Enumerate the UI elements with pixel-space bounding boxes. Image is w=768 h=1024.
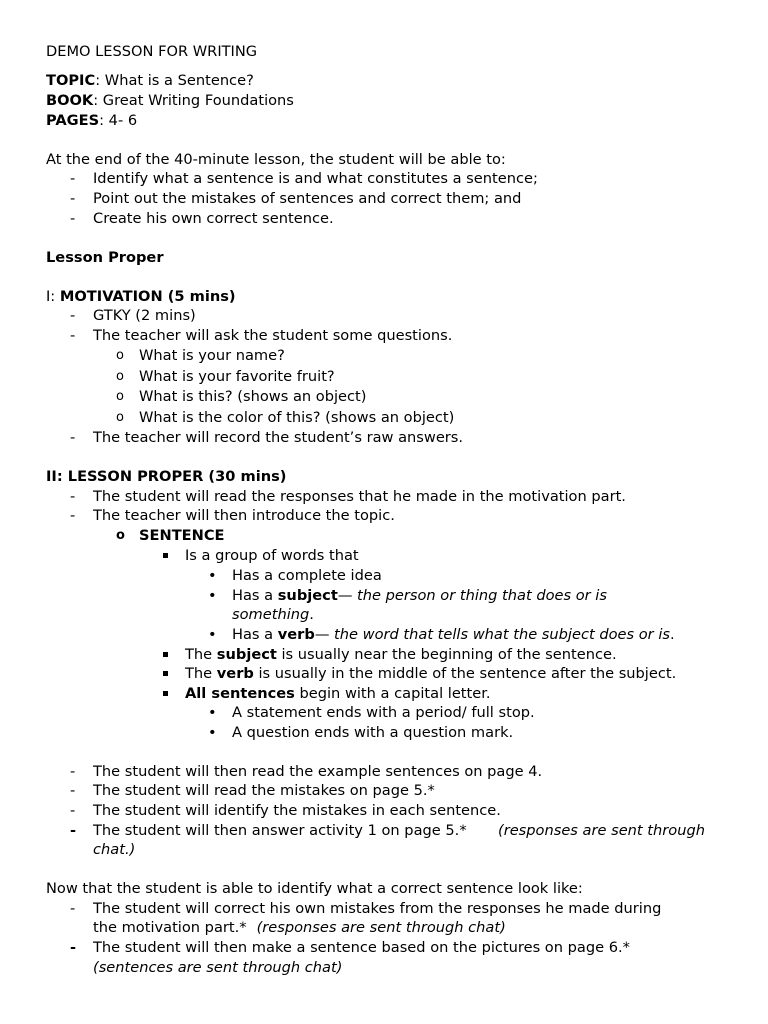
closing-item2-note: (sentences are sent through chat) — [93, 959, 343, 976]
subj-rest: is usually near the beginning of the sentence. — [276, 646, 617, 663]
dash-marker: - — [70, 507, 76, 524]
definition-item-subject — [232, 586, 607, 605]
motivation-prefix: I: — [46, 288, 60, 305]
definition-item-subject-cont — [232, 605, 314, 624]
activity-item: The student will then answer activity 1 on page 5.* — [93, 822, 467, 839]
pages-value: : 4- 6 — [99, 112, 138, 129]
verb-pre: The — [185, 665, 217, 682]
book-label: BOOK — [46, 92, 94, 109]
activity-item: The student will then read the example sentences on page 4. — [93, 763, 543, 780]
square-bullet — [163, 691, 168, 696]
dash-marker: - — [70, 822, 77, 839]
def2-italic-cont: something — [232, 606, 310, 623]
activity-note: (responses are sent through — [498, 822, 705, 839]
proper-item: The student will read the responses that he made in the motivation part. — [93, 488, 626, 505]
bullet-marker: • — [208, 704, 217, 721]
bullet-marker: • — [208, 724, 217, 741]
activity-note-cont: chat.) — [93, 841, 136, 858]
closing-item: The student will correct his own mistakes from the responses he made during — [93, 900, 662, 917]
objectives-intro: At the end of the 40-minute lesson, the student will be able to: — [46, 151, 506, 168]
bullet-marker: • — [208, 587, 217, 604]
question-rule: A question ends with a question mark. — [232, 724, 514, 741]
question-item: What is your name? — [139, 347, 285, 364]
dash-marker: - — [70, 782, 76, 799]
bullet-marker: • — [208, 626, 217, 643]
closing-item: The student will then make a sentence based on the pictures on page 6.* — [93, 939, 630, 956]
capital-rule — [185, 684, 491, 703]
dash-marker: - — [70, 900, 76, 917]
def2-bold: subject — [277, 587, 338, 604]
proper-item: The teacher will then introduce the topic. — [93, 507, 395, 524]
closing-item1-b: the motivation part.* — [93, 919, 247, 936]
verb-rule — [185, 664, 676, 683]
motivation-item: GTKY (2 mins) — [93, 307, 196, 324]
bullet-marker: • — [208, 567, 217, 584]
definition-item: Has a complete idea — [232, 567, 382, 584]
question-item: What is this? (shows an object) — [139, 388, 367, 405]
dash-marker: - — [70, 210, 76, 227]
book-value: : Great Writing Foundations — [93, 92, 294, 109]
motivation-title: MOTIVATION (5 mins) — [59, 288, 236, 305]
dash-marker: - — [70, 307, 76, 324]
verb-bold: verb — [216, 665, 254, 682]
def3-pre: Has a — [232, 626, 278, 643]
pages-line — [46, 111, 137, 130]
definition-item-verb — [232, 625, 675, 644]
topic-line — [46, 71, 254, 90]
subject-rule — [185, 645, 617, 664]
objective-item: Point out the mistakes of sentences and correct them; and — [93, 190, 522, 207]
dash-marker: - — [70, 939, 77, 956]
def3-end: . — [669, 626, 675, 643]
lesson-proper-heading: Lesson Proper — [46, 249, 164, 266]
question-item: What is the color of this? (shows an object) — [139, 409, 455, 426]
motivation-item: The teacher will record the student’s raw answers. — [93, 429, 464, 446]
all-rest: begin with a capital letter. — [294, 685, 491, 702]
closing-item1-note: (responses are sent through chat) — [256, 919, 506, 936]
def2-dash: — — [337, 587, 358, 604]
sentence-heading: SENTENCE — [139, 527, 225, 544]
topic-label: TOPIC — [46, 72, 96, 89]
square-bullet — [163, 671, 168, 676]
dash-marker: - — [70, 488, 76, 505]
question-item: What is your favorite fruit? — [139, 368, 335, 385]
dash-marker: - — [70, 190, 76, 207]
def2-end: . — [309, 606, 314, 623]
circle-marker: o — [116, 528, 125, 543]
book-line — [46, 91, 294, 110]
dash-marker: - — [70, 327, 76, 344]
activity-item: The student will identify the mistakes in each sentence. — [93, 802, 501, 819]
closing-item-cont — [93, 918, 506, 937]
all-bold: All sentences — [185, 685, 295, 702]
motivation-item: The teacher will ask the student some questions. — [93, 327, 453, 344]
verb-rest: is usually in the middle of the sentence after the subject. — [253, 665, 677, 682]
lesson-proper-section-heading: II: LESSON PROPER (30 mins) — [46, 468, 287, 485]
activity-item: The student will read the mistakes on page 5.* — [93, 782, 435, 799]
def2-italic: the person or thing that does or is — [357, 587, 607, 604]
pages-label: PAGES — [46, 112, 100, 129]
circle-marker: o — [116, 369, 124, 384]
objective-item: Identify what a sentence is and what constitutes a sentence; — [93, 170, 538, 187]
dash-marker: - — [70, 170, 76, 187]
square-bullet — [163, 652, 168, 657]
statement-rule: A statement ends with a period/ full stop. — [232, 704, 535, 721]
subj-bold: subject — [216, 646, 277, 663]
circle-marker: o — [116, 389, 124, 404]
document-title: DEMO LESSON FOR WRITING — [46, 43, 258, 60]
definition-intro: Is a group of words that — [185, 547, 359, 564]
objective-item: Create his own correct sentence. — [93, 210, 334, 227]
dash-marker: - — [70, 763, 76, 780]
dash-marker: - — [70, 802, 76, 819]
circle-marker: o — [116, 348, 124, 363]
subj-pre: The — [185, 646, 217, 663]
circle-marker: o — [116, 410, 124, 425]
def3-dash: — — [314, 626, 335, 643]
def3-bold: verb — [277, 626, 315, 643]
def3-italic: the word that tells what the subject does or is — [334, 626, 670, 643]
dash-marker: - — [70, 429, 76, 446]
motivation-heading — [46, 287, 236, 306]
topic-value: : What is a Sentence? — [95, 72, 254, 89]
closing-intro: Now that the student is able to identify what a correct sentence look like: — [46, 880, 583, 897]
def2-pre: Has a — [232, 587, 278, 604]
square-bullet — [163, 553, 168, 558]
